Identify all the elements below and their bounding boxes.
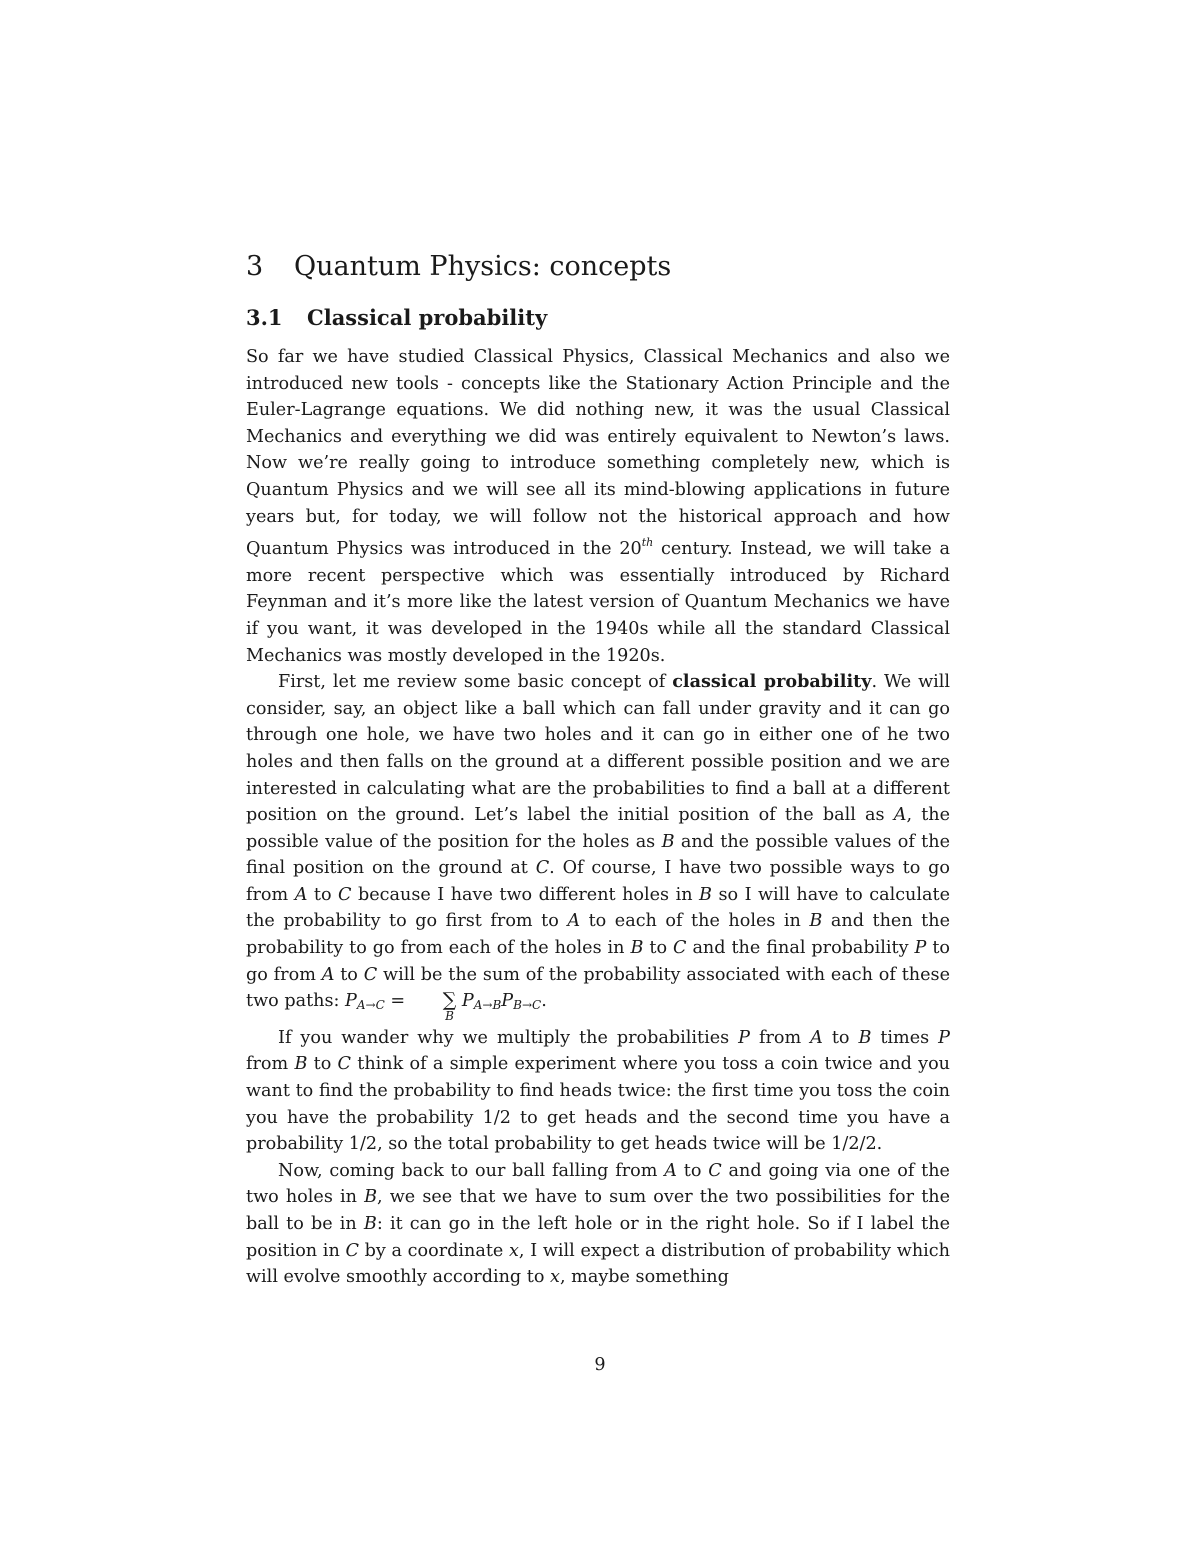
period: . <box>541 991 547 1012</box>
superscript: th <box>641 536 654 550</box>
math-var-c: C <box>338 884 352 905</box>
text-run: : it can go in the left hole or in the right hole. So if I label the position in <box>246 1214 950 1261</box>
math-var-b: B <box>630 938 644 959</box>
text-run: to each of the holes in <box>580 911 810 932</box>
text-run: , the possible value of the position for the holes as <box>246 805 951 852</box>
subscript: A→C <box>356 998 385 1013</box>
text-run: and then the probability to go from each of the holes in <box>246 911 950 959</box>
text-run: , I will expect a distribution of probability which will evolve smoothly according to <box>246 1240 950 1288</box>
math-var-a: A <box>893 805 907 826</box>
math-var-a: A <box>664 1160 677 1181</box>
math-var-p: P <box>345 991 357 1012</box>
paragraph-4 <box>246 1158 950 1291</box>
equals-sign: = <box>384 991 411 1012</box>
section-number: 3.1 <box>246 305 283 330</box>
text-run: and going via one of the two holes in <box>246 1160 950 1208</box>
math-var-c: C <box>673 938 687 959</box>
page-number: 9 <box>594 1355 606 1375</box>
math-var-a: A <box>294 884 308 905</box>
math-var-a: A <box>810 1027 823 1048</box>
math-var-b: B <box>661 831 675 852</box>
paragraph-2 <box>246 669 951 1024</box>
bold-term: classical probability <box>672 671 872 693</box>
text-run: from <box>246 1054 295 1075</box>
text-run: , we see that we have to sum over the two possibilities for the ball to be in <box>246 1187 951 1234</box>
text-run: from <box>749 1027 811 1048</box>
math-var-c: C <box>535 858 550 879</box>
chapter-title: Quantum Physics: concepts <box>294 251 672 282</box>
text-run: and the possible values of the final position on the ground at <box>246 831 950 879</box>
text-run: will be the sum of the probability associated with each of these two paths: <box>246 964 950 1012</box>
text-run: to <box>643 938 674 959</box>
section-title: Classical probability <box>307 305 548 330</box>
text-run: Now, coming back to our ball falling from <box>278 1160 665 1181</box>
math-var-c: C <box>708 1160 722 1181</box>
math-var-b: B <box>699 884 712 905</box>
text-run: so I will have to calculate the probability to go first from to <box>246 884 950 932</box>
math-var-p: P <box>914 938 927 959</box>
text-run: to <box>307 884 339 905</box>
math-var-a: A <box>567 911 581 932</box>
subscript: B→C <box>513 998 542 1013</box>
text-run: to <box>676 1160 709 1181</box>
chapter-number: 3 <box>246 251 264 282</box>
text-run: think of a simple experiment where you toss a coin twice and you want to find the probability to find heads twice: the first time you toss the coin you have the probability 1/2 to get heads and the second time you have a probability 1/2, so the total probability to get heads twice will be 1/2/2. <box>246 1054 951 1155</box>
section-heading <box>246 304 547 332</box>
sum-index: B <box>445 1009 454 1024</box>
body-text <box>246 344 950 1291</box>
text-run: If you wander why we multiply the probabilities <box>278 1027 739 1048</box>
math-var-b: B <box>364 1187 378 1208</box>
math-var-c: C <box>345 1240 359 1261</box>
text-run: to <box>334 964 364 985</box>
math-var-p: P <box>738 1027 750 1048</box>
chapter-heading <box>246 250 671 284</box>
text-run: So far we have studied Classical Physics, Classical Mechanics and also we introduced new tools - concepts like the Stationary Action Principle and the Euler-Lagrange equations. We did nothing new, it was the usual Classical Mechanics and everything we did was entirely equivalent to Newton’s laws. Now we’re really going to introduce something completely new, which is Quantum Physics and we will see all its mind-blowing applications in future years but, for today, we will follow not the historical approach and how Quantum Physics was introduced in the 20 <box>246 347 950 560</box>
math-var-x: x <box>550 1267 560 1288</box>
math-var-b: B <box>294 1054 308 1075</box>
probability-sum-formula <box>345 989 547 1024</box>
math-var-b: B <box>809 911 823 932</box>
sum-symbol: ∑ <box>442 989 457 1012</box>
summation <box>411 989 457 1024</box>
math-var-b: B <box>363 1214 377 1234</box>
text-run: times <box>871 1027 939 1048</box>
math-var-c: C <box>363 964 378 985</box>
text-run: . Of course, I have two possible ways to go from <box>246 858 950 905</box>
math-var-c: C <box>337 1054 352 1075</box>
text-run: and the final probability <box>686 938 915 959</box>
text-run: to <box>307 1054 338 1075</box>
math-var-p: P <box>501 991 514 1012</box>
text-run: to go from <box>246 938 950 985</box>
text-run: because I have two different holes in <box>351 884 700 905</box>
paragraph-1 <box>246 344 950 669</box>
text-run: century. Instead, we will take a more recent perspective which was essentially introduced by Richard Feynman and it’s more like the latest version of Quantum Mechanics we have if you want, it was developed in the 1940s while all the standard Classical Mechanics was mostly developed in the 1920s. <box>246 539 950 666</box>
text-run: , maybe something <box>559 1267 729 1288</box>
paragraph-3 <box>246 1025 950 1158</box>
text-run: by a coordinate <box>358 1240 509 1261</box>
math-var-x: x <box>508 1240 519 1261</box>
math-var-b: B <box>858 1027 872 1048</box>
math-var-p: P <box>938 1027 950 1048</box>
subscript: A→B <box>473 998 502 1013</box>
math-var-p: P <box>461 991 474 1012</box>
text-run: to <box>822 1027 859 1048</box>
math-var-a: A <box>321 964 335 985</box>
text-run: . We will consider, say, an object like a ball which can fall under gravity and it can go through one hole, we have two holes and it can go in either one of he two holes and then falls on the ground at a different possible position and we are interested in calculating what are the probabilities to find a ball at a different position on the ground. Let’s label the initial position of the ball as <box>246 672 951 826</box>
text-run: First, let me review some basic concept of <box>278 672 673 693</box>
